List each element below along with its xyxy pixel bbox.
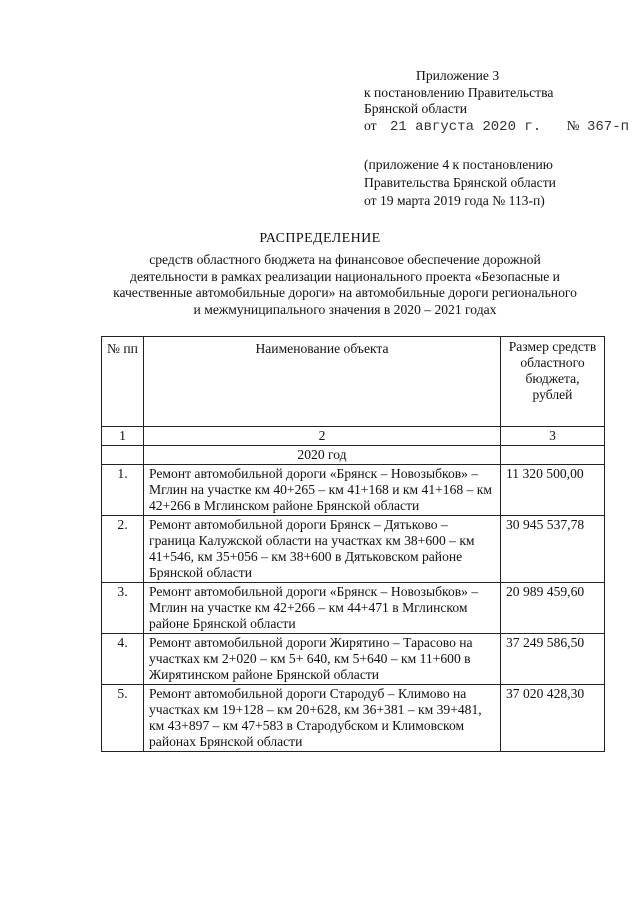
row-amount: 37 020 428,30: [501, 685, 605, 752]
row-amount: 11 320 500,00: [501, 465, 605, 516]
row-amount: 30 945 537,78: [501, 516, 605, 583]
row-amount: 37 249 586,50: [501, 634, 605, 685]
year-row: [102, 446, 605, 465]
index-cell: 3: [501, 427, 605, 446]
budget-table: [101, 336, 605, 752]
row-number: 2.: [102, 516, 144, 583]
number-prefix: №: [566, 117, 580, 133]
header-sum: Размер средств областного бюджета, рублей: [501, 337, 605, 427]
prior-line-2: Правительства Брянской области: [364, 175, 556, 190]
header-num: № пп: [102, 337, 144, 427]
table-row: [102, 465, 605, 516]
row-number: 3.: [102, 583, 144, 634]
prior-line-3: от 19 марта 2019 года № 113-п): [364, 193, 545, 208]
header-name: Наименование объекта: [144, 337, 501, 427]
row-object-name: Ремонт автомобильной дороги «Брянск – Новозыбков» – Мглин на участке км 40+265 – км 41+168 и км 41+168 – км 42+266 в Мглинском районе Брянской области: [144, 465, 501, 516]
prior-line-1: (приложение 4 к постановлению: [364, 157, 553, 172]
row-object-name: Ремонт автомобильной дороги Жирятино – Тарасово на участках км 2+020 – км 5+ 640, км 5+640 – км 11+600 в Жирятинском районе Брянской области: [144, 634, 501, 685]
appendix-line-3: Брянской области: [364, 101, 467, 116]
table-row: [102, 583, 605, 634]
appendix-block: [364, 68, 629, 135]
year-blank-cell: [501, 446, 605, 465]
table-index-row: [102, 427, 605, 446]
appendix-line-2: к постановлению Правительства: [364, 84, 554, 100]
document-subtitle: средств областного бюджета на финансовое обеспечение дорожной деятельности в рамках реализации национального проекта «Безопасные и качественные автомобильные дороги» на автомобильные дороги регионального и межмуниципального значения в 2020 – 2021 годах: [113, 252, 577, 317]
row-number: 1.: [102, 465, 144, 516]
table-header-row: [102, 337, 605, 427]
row-object-name: Ремонт автомобильной дороги Брянск – Дятьково – граница Калужской области на участках км 38+600 – км 41+546, км 35+056 – км 38+600 в Дятьковском районе Брянской области: [144, 516, 501, 583]
date-value: 21 августа 2020 г.: [389, 118, 542, 135]
date-prefix: от: [364, 117, 377, 133]
appendix-date-row: [364, 118, 629, 136]
row-number: 5.: [102, 685, 144, 752]
index-cell: 1: [102, 427, 144, 446]
table-row: [102, 685, 605, 752]
number-value: 367-п: [587, 118, 630, 135]
index-cell: 2: [144, 427, 501, 446]
appendix-title: Приложение 3: [416, 68, 500, 83]
prior-appendix-note: [364, 156, 556, 210]
row-amount: 20 989 459,60: [501, 583, 605, 634]
row-object-name: Ремонт автомобильной дороги «Брянск – Новозыбков» – Мглин на участке км 42+266 – км 44+471 в Мглинском районе Брянской области: [144, 583, 501, 634]
year-blank-cell: [102, 446, 144, 465]
document-title: РАСПРЕДЕЛЕНИЕ: [259, 231, 381, 246]
table-row: [102, 634, 605, 685]
row-number: 4.: [102, 634, 144, 685]
row-object-name: Ремонт автомобильной дороги Стародуб – Климово на участках км 19+128 – км 20+628, км 36+381 – км 39+481, км 43+897 – км 47+583 в Стародубском и Климовском районах Брянской области: [144, 685, 501, 752]
table-row: [102, 516, 605, 583]
year-cell: 2020 год: [144, 446, 501, 465]
